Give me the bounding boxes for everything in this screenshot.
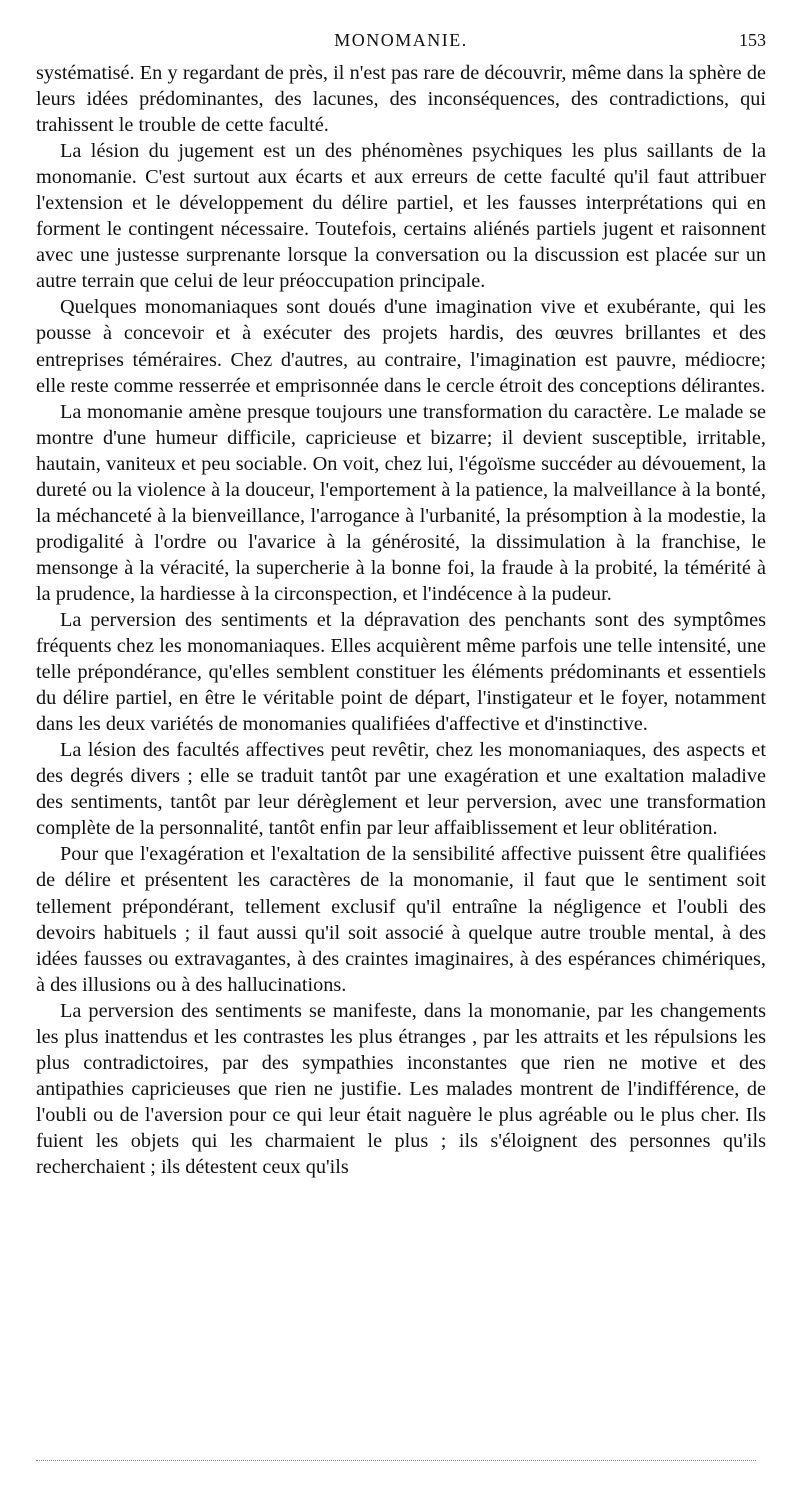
paragraph-imagination: Quelques monomaniaques sont doués d'une imagination vive et exubérante, qui les pousse à concevoir et à exécuter des projets hardis, des œuvres brillantes et des entreprises téméraires. Chez d'autres, au contraire, l'imagination est pauvre, médiocre; elle reste comme resserrée et emprisonnée dans le cercle étroit des conceptions délirantes. (36, 296, 766, 397)
running-title: MONOMANIE. (334, 30, 468, 50)
paragraph-exaggeration: Pour que l'exagération et l'exaltation de la sensibilité affective puissent être qualifiées de délire et présentent les caractères de la monomanie, il faut que le sentiment soit tellement prépondérant, tellement exclusif qu'il entraîne la négligence et l'oubli des devoirs habituels ; il faut aussi qu'il soit associé à quelque autre trouble mental, à des idées fausses ou extravagantes, à des craintes imaginaires, à des espérances chimériques, à des illusions ou à des hallucinations. (36, 843, 766, 996)
page-number: 153 (739, 30, 766, 50)
paragraph-character: La monomanie amène presque toujours une transformation du caractère. Le malade se montre d'une humeur difficile, capricieuse et bizarre; il devient susceptible, irritable, hautain, vaniteux et peu sociable. On voit, chez lui, l'égoïsme succéder au dévouement, la dureté ou la violence à la douceur, l'emportement à la patience, la malveillance à la bonté, la méchanceté à la bienveillance, l'arrogance à l'urbanité, la présomption à la modestie, la prodigalité à l'ordre ou l'avarice à la générosité, la dissimulation à la franchise, le mensonge à la véracité, la supercherie à la bonne foi, la fraude à la probité, la témérité à la prudence, la hardiesse à la circonspection, et l'indécence à la pudeur. (36, 400, 766, 605)
paragraph-judgment: La lésion du jugement est un des phénomènes psychiques les plus saillants de la monomanie. C'est surtout aux écarts et aux erreurs de cette faculté qu'il faut attribuer l'extension et le développement du délire partiel, et les fausses interprétations qui en forment le contingent nécessaire. Toutefois, certains aliénés partiels jugent et raisonnent avec une justesse surprenante lorsque la conversation ou la discussion est placée sur un autre terrain que celui de leur préoccupation principale. (36, 140, 766, 293)
paragraph-affective-lesion: La lésion des facultés affectives peut revêtir, chez les monomaniaques, des aspects et des degrés divers ; elle se traduit tantôt par une exagération et une exaltation maladive des sentiments, tantôt par leur dérèglement et leur perversion, avec une transformation complète de la personnalité, tantôt enfin par leur affaiblissement et leur oblitération. (36, 739, 766, 840)
paragraph-perversion: La perversion des sentiments et la dépravation des penchants sont des symptômes fréquents chez les monomaniaques. Elles acquièrent même parfois une telle intensité, une telle prépondérance, qu'elles semblent constituer les éléments prédominants et essentiels du délire partiel, en être le véritable point de départ, l'instigateur et le foyer, notamment dans les deux variétés de monomanies qualifiées d'affective et d'instinctive. (36, 608, 766, 736)
paragraph-continuation: systématisé. En y regardant de près, il n'est pas rare de découvrir, même dans la sphère de leurs idées prédominantes, des lacunes, des inconséquences, des contradictions, qui trahissent le trouble de cette faculté. (36, 62, 766, 137)
body-text (36, 60, 766, 1180)
footer-dotted-rule (36, 1460, 756, 1461)
page-header (36, 30, 766, 56)
paragraph-sentiments: La perversion des sentiments se manifeste, dans la monomanie, par les changements les plus inattendus et les contrastes les plus étranges , par les attraits et les répulsions les plus contradictoires, par des sympathies inconstantes que rien ne motive et des antipathies capricieuses que rien ne justifie. Les malades montrent de l'indifférence, de l'oubli ou de l'aversion pour ce qui leur était naguère le plus agréable ou le plus cher. Ils fuient les objets qui les charmaient le plus ; ils s'éloignent des personnes qu'ils recherchaient ; ils détestent ceux qu'ils (36, 999, 766, 1178)
